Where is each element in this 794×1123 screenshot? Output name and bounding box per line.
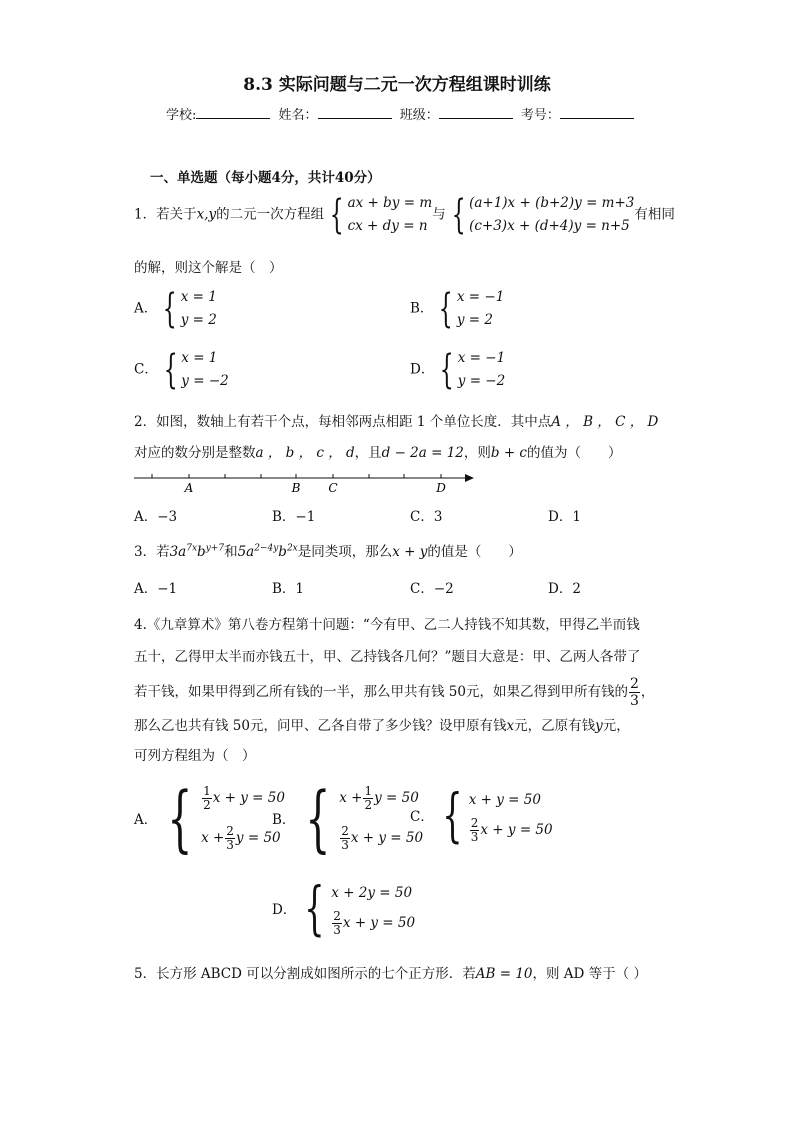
number-line (134, 470, 479, 494)
q1-option-d[interactable]: D． { x = −1 y = −2 (410, 347, 506, 393)
q5-stem: 5．长方形 ABCD 可以分割成如图所示的七个正方形．若AB = 10，则 AD 等于（ ） (134, 966, 647, 982)
q4-option-d[interactable]: D． { x + 2y = 50 $\frac{2}{3}$ x + y = 50 (272, 874, 416, 942)
section-heading: 一、单选题（每小题4分，共计40分） (150, 170, 381, 186)
q3-option-d[interactable]: D．2 (548, 581, 581, 597)
q1-option-b[interactable]: B． { x = −1 y = 2 (410, 286, 505, 332)
class-blank[interactable] (439, 106, 513, 119)
arrow-icon (465, 474, 474, 482)
question-1-stem (134, 192, 675, 238)
point-b-label: B (291, 481, 301, 494)
number-label: 考号： (520, 108, 560, 123)
page-title: 8.3 实际问题与二元一次方程组课时训练 (243, 75, 551, 95)
point-a-label: A (184, 481, 194, 494)
q1-option-a[interactable]: A． { x = 1 y = 2 (134, 286, 217, 332)
q4-line-4: 那么乙也共有钱 50元，问甲、乙各自带了多少钱？设甲原有钱x元，乙原有钱y元， (134, 718, 630, 734)
school-label: 学校: (166, 108, 197, 123)
q2-option-a[interactable]: A．−3 (134, 509, 178, 525)
q4-line-3: 若干钱，如果甲得到乙所有钱的一半，那么甲共有钱 50元，如果乙得到甲所有钱的 $\frac{2}{3}$ ， (134, 676, 655, 709)
q1-line-2: 的解，则这个解是（ ） (134, 260, 283, 276)
q2-option-c[interactable]: C．3 (410, 509, 443, 525)
q3-option-b[interactable]: B．1 (272, 581, 305, 597)
school-blank[interactable] (196, 106, 270, 119)
q1-option-c[interactable]: C． { x = 1 y = −2 (134, 347, 229, 393)
q1-system-2: { (a+1)x + (b+2)y = m+3 (c+3)x + (d+4)y = n+5 (451, 192, 635, 238)
q4-option-c[interactable]: C． { x + y = 50 $\frac{2}{3}$ x + y = 50 (410, 781, 553, 849)
point-d-label: D (436, 481, 446, 494)
q3-option-c[interactable]: C．−2 (410, 581, 454, 597)
q4-line-5: 可列方程组为（ ） (134, 748, 256, 764)
q2-line-1: 2．如图，数轴上有若干个点，每相邻两点相距 1 个单位长度．其中点A ， B ， C ， D (134, 414, 659, 430)
q2-option-b[interactable]: B．−1 (272, 509, 316, 525)
q2-line-2: 对应的数分别是整数a ， b ， c ， d，且d − 2a = 12，则b + c的值为（ ） (134, 445, 622, 461)
q3-option-a[interactable]: A．−1 (134, 581, 178, 597)
class-label: 班级： (399, 108, 439, 123)
point-c-label: C (328, 481, 338, 494)
q1-text-mid: 的二元一次方程组 (216, 206, 325, 223)
q2-option-d[interactable]: D．1 (548, 509, 581, 525)
q1-text-with: 与 (432, 206, 446, 223)
name-blank[interactable] (318, 106, 392, 119)
q4-line-1: 4.《九章算术》第八卷方程第十问题：“今有甲、乙二人持钱不知其数，甲得乙半而钱 (134, 617, 640, 633)
q3-stem: 3．若$3a^{7x}b^{y+7}$和$5a^{2-4y}b^{2x}$是同类项，那么x + y的值是（ ） (134, 543, 522, 560)
q1-text-pre: 1．若关于 (134, 206, 197, 223)
q4-option-b[interactable]: B． { x + $\frac{1}{2}$ y = 50 $\frac{2}{3}$ x + y = 50 (272, 776, 424, 860)
name-label: 姓名： (278, 108, 318, 123)
q4-line-2: 五十，乙得甲太半而亦钱五十，甲、乙持钱各几何？”题目大意是：甲、乙两人各带了 (134, 649, 641, 665)
number-blank[interactable] (560, 106, 634, 119)
q4-option-a[interactable]: A． { $\frac{1}{2}$ x + y = 50 x + $\frac{2}{3}$ y = 50 (134, 776, 285, 860)
q1-system-1: { ax + by = m cx + dy = n (329, 192, 433, 238)
student-info-line (166, 104, 638, 123)
q1-text-post: 有相同 (634, 206, 675, 223)
q1-vars: x,y (196, 206, 217, 223)
